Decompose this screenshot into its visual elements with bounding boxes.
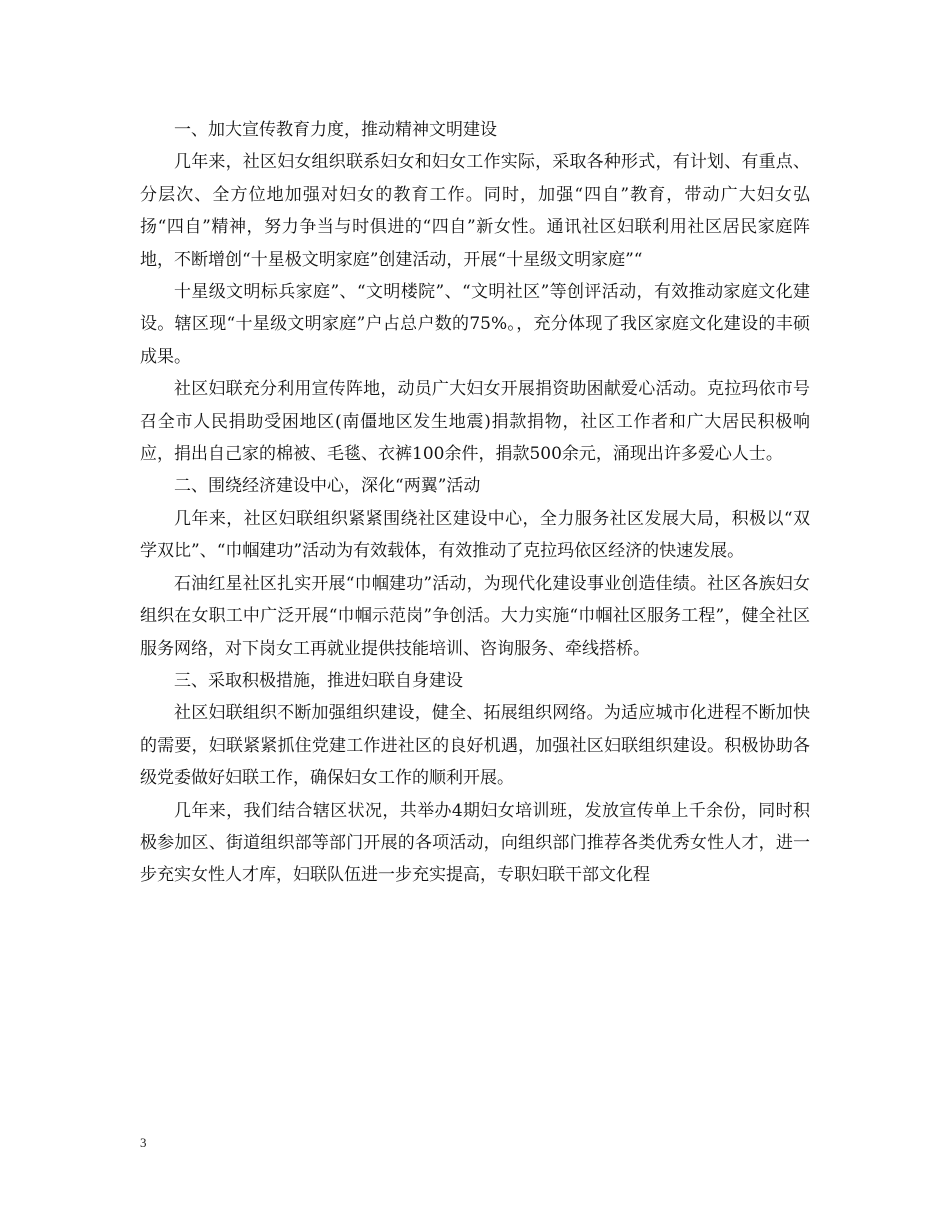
page-number: 3	[140, 1135, 147, 1150]
section-heading-3: 三、采取积极措施，推进妇联自身建设	[174, 670, 463, 691]
section-heading-1: 一、加大宣传教育力度，推动精神文明建设	[174, 120, 497, 140]
paragraph: 几年来，社区妇联组织紧紧围绕社区建设中心，全力服务社区发展大局，积极以“双学双比”、“巾帼建功”活动为有效载体，有效推动了克拉玛依区经济的快速发展。	[140, 508, 810, 562]
paragraph: 社区妇联充分利用宣传阵地，动员广大妇女开展捐资助困献爱心活动。克拉玛依市号召全市人民捐助受困地区(南僵地区发生地震)捐款捐物，社区工作者和广大居民积极响应，捐出自己家的棉被、毛毯、衣裤100余件，捐款500余元，涌现出许多爱心人士。	[140, 379, 810, 465]
paragraph: 几年来，我们结合辖区状况，共举办4期妇女培训班，发放宣传单上千余份，同时积极参加区、街道组织部等部门开展的各项活动，向组织部门推荐各类优秀女性人才，进一步充实女性人才库，妇联队伍进一步充实提高，专职妇联干部文化程	[140, 800, 810, 886]
paragraph: 几年来，社区妇女组织联系妇女和妇女工作实际，采取各种形式，有计划、有重点、分层次、全方位地加强对妇女的教育工作。同时，加强“四自”教育，带动广大妇女弘扬“四自”精神，努力争当与时俱进的“四自”新女性。通讯社区妇联利用社区居民家庭阵地，不断增创“十星极文明家庭”创建活动，开展“十星级文明家庭”“	[140, 152, 810, 270]
paragraph: 十星级文明标兵家庭”、“文明楼院”、“文明社区”等创评活动，有效推动家庭文化建设。辖区现“十星级文明家庭”户占总户数的75%。，充分体现了我区家庭文化建设的丰硕成果。	[140, 282, 810, 367]
body-text	[140, 114, 810, 892]
paragraph: 石油红星社区扎实开展“巾帼建功”活动，为现代化建设事业创造佳绩。社区各族妇女组织在女职工中广泛开展“巾帼示范岗”争创活。大力实施“巾帼社区服务工程”，健全社区服务网络，对下岗女工再就业提供技能培训、咨询服务、牵线搭桥。	[140, 573, 810, 659]
paragraph: 社区妇联组织不断加强组织建设，健全、拓展组织网络。为适应城市化进程不断加快的需要，妇联紧紧抓住党建工作进社区的良好机遇，加强社区妇联组织建设。积极协助各级党委做好妇联工作，确保妇女工作的顺利开展。	[140, 703, 810, 789]
section-heading-2: 二、围绕经济建设中心，深化“两翼”活动	[174, 476, 481, 497]
